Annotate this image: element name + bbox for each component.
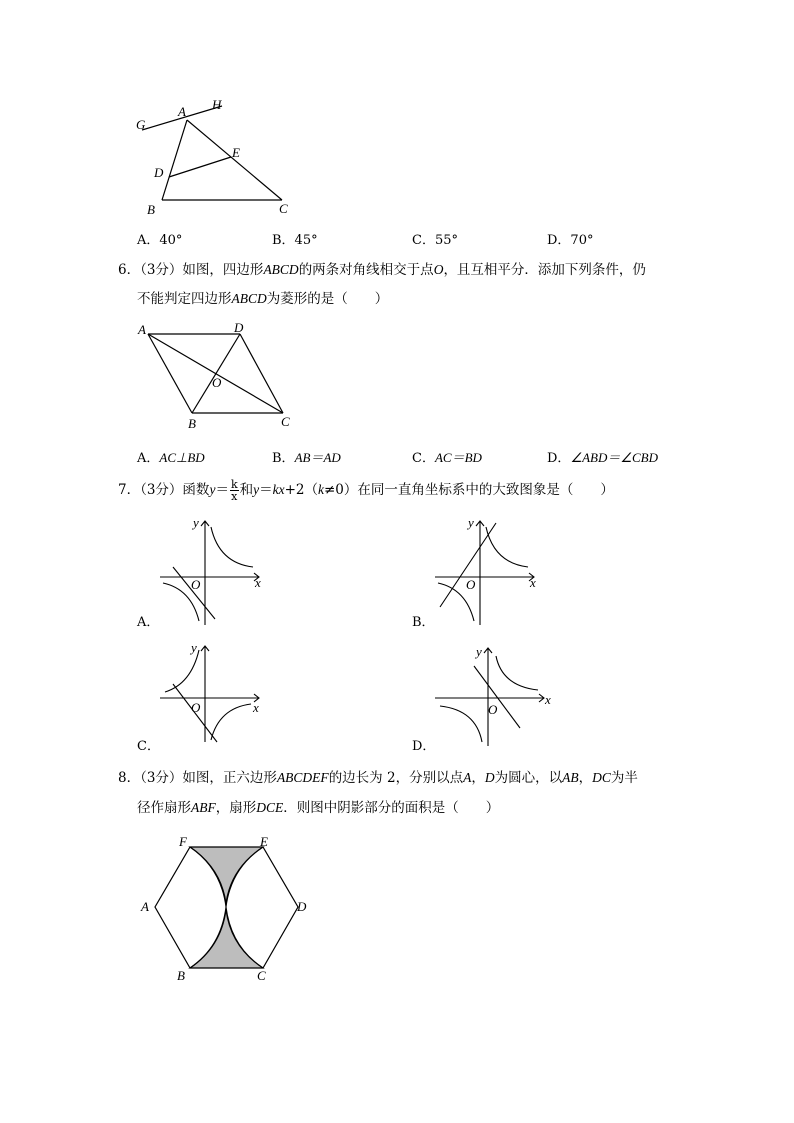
q7d-axis-y: y [476,644,482,659]
q7a-axis-y: y [193,515,199,530]
q5-label-a: A [178,104,186,119]
q8-label-a: A [141,899,149,914]
q7-option-a[interactable]: A． [137,615,160,630]
q5-label-h: H [212,97,222,112]
q5-option-a[interactable]: A．40° [137,233,183,248]
q6-label-o: O [212,375,222,390]
q6-option-c[interactable]: C．AC＝BD [412,450,482,466]
q6-label-d: D [234,320,244,335]
q7-graph-b[interactable] [430,515,545,630]
q6-label-a: A [138,322,146,337]
q6-question-line2: 不能判定四边形ABCD为菱形的是（ ） [137,291,389,307]
q7a-axis-x: x [255,575,261,590]
q7c-axis-y: y [191,642,197,655]
q7c-origin: O [191,700,201,715]
q5-label-c: C [279,201,288,216]
q6-label-b: B [188,416,196,431]
q7-fraction: $\frac{k}{x}$ [230,478,238,503]
q7-graph-a[interactable] [155,515,270,630]
q8-hexagon-figure [135,828,315,988]
q5-label-g: G [136,117,146,132]
q7-question: 7．（3分）函数y＝ $\frac{k}{x}$ 和y＝kx+2（k≠0）在同一直角坐标系中的大致图象是（ ） [118,478,614,503]
q6-option-a[interactable]: A．AC⊥BD [137,450,205,466]
q7-option-c[interactable]: C． [137,739,160,754]
q6-label-c: C [281,414,290,429]
q5-label-b: B [147,202,155,217]
q8-label-e: E [260,834,268,849]
q5-option-c[interactable]: C．55° [412,233,458,248]
q7d-axis-x: x [545,692,551,707]
q8-question-line2: 径作扇形ABF，扇形DCE．则图中阴影部分的面积是（ ） [137,800,500,816]
q5-label-e: E [232,145,240,160]
q7c-axis-x: x [253,700,259,715]
q7-graph-d[interactable] [430,642,555,747]
q6-option-b[interactable]: B．AB＝AD [272,450,341,466]
q7-graph-c[interactable] [155,642,270,747]
q7a-origin: O [191,577,201,592]
q6-rhombus-figure [130,318,310,434]
q7b-axis-y: y [468,515,474,530]
q6-question-line1: 6．（3分）如图，四边形ABCD的两条对角线相交于点O，且互相平分．添加下列条件，仍 [118,262,646,278]
q5-option-d[interactable]: D．70° [547,233,594,248]
q7b-origin: O [466,577,476,592]
q7b-axis-x: x [530,575,536,590]
q5-label-d: D [154,165,164,180]
q8-label-d: D [297,899,307,914]
q6-option-d[interactable]: D．∠ABD＝∠CBD [547,450,659,466]
q8-label-c: C [257,968,266,983]
q5-option-b[interactable]: B．45° [272,233,318,248]
q5-triangle-figure [130,92,310,220]
q7-option-d[interactable]: D． [412,739,436,754]
q8-question-line1: 8．（3分）如图，正六边形ABCDEF的边长为 2，分别以点A，D为圆心，以AB，DC为半 [118,770,638,786]
q8-label-b: B [177,968,185,983]
q8-label-f: F [179,834,187,849]
q7-option-b[interactable]: B． [412,615,435,630]
q7d-origin: O [488,702,498,717]
